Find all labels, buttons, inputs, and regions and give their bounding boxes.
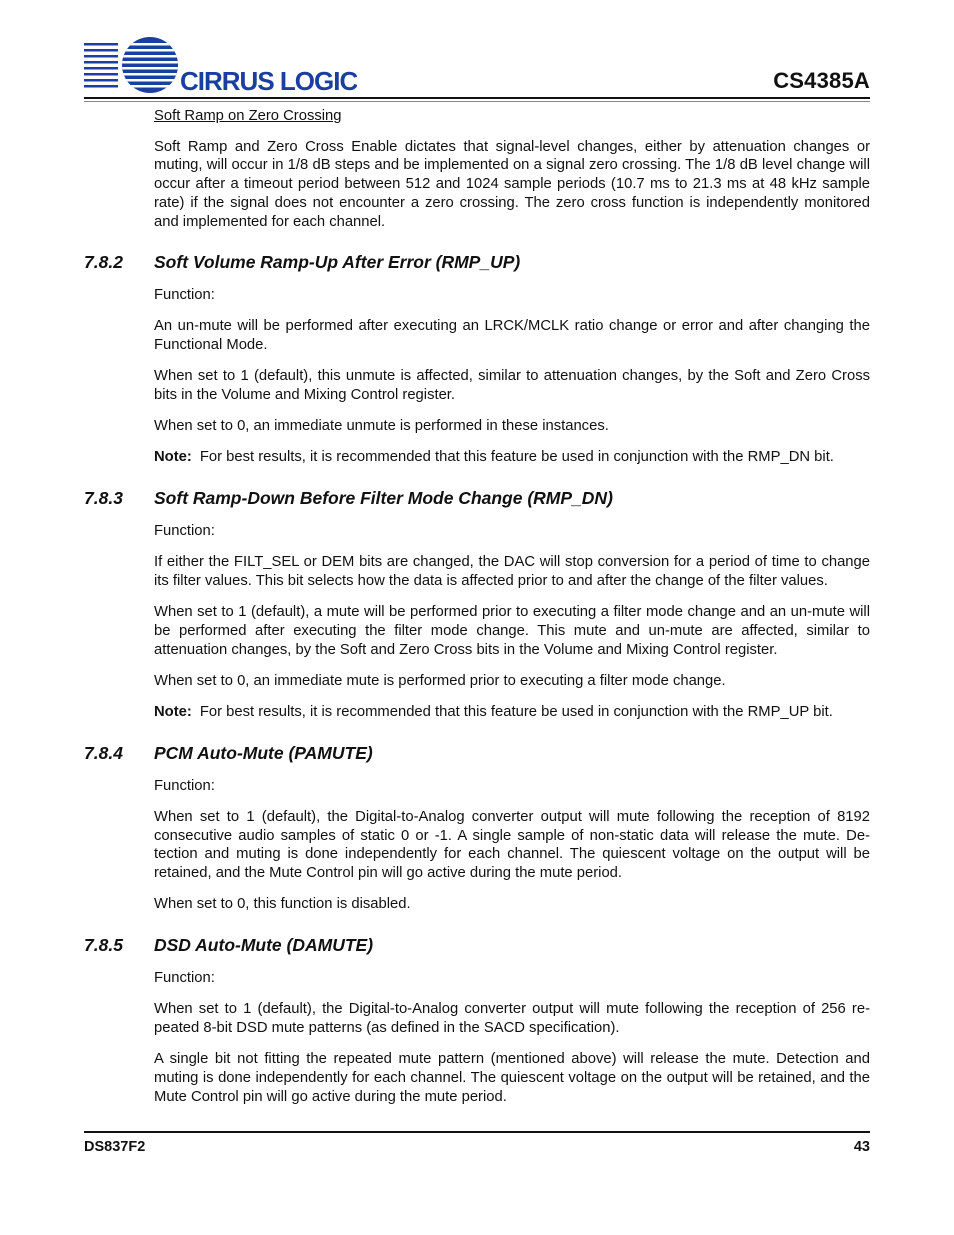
- paragraph: If either the FILT_SEL or DEM bits are changed, the DAC will stop conversion for a period of time to change its filter values. This bit selects how the data is affected prior to and after the change of the filter values.: [154, 554, 870, 590]
- section-number: 7.8.5: [84, 934, 123, 955]
- note-text: For best results, it is recommended that this feature be used in conjunction with the RMP_UP bit.: [199, 704, 833, 721]
- paragraph: When set to 0, an immediate mute is performed prior to executing a filter mode change.: [154, 672, 726, 689]
- footer-rule: [84, 1131, 870, 1133]
- header-rule: [84, 97, 870, 99]
- section-number: 7.8.2: [84, 252, 123, 273]
- logo-wordmark: CIRRUS LOGIC: [180, 66, 357, 96]
- paragraph: An un-mute will be performed after executing an LRCK/MCLK ratio change or error and after changing the Functional Mode.: [154, 318, 870, 354]
- function-label: Function:: [154, 523, 215, 540]
- document-id: CS4385A: [773, 68, 870, 93]
- intro-paragraph: Soft Ramp and Zero Cross Enable dictates that signal-level changes, either by attenuation changes or muting, will occur in 1/8 dB steps and be implemented on a signal zero crossing. The 1/8 dB level change will occur after a timeout period between 512 and 1024 sample periods (10.7 ms to 21.3 ms at 48 kHz sample rate) if the signal does not encounter a zero crossing. The zero cross function is independently monitored and implemented for each channel.: [154, 138, 870, 230]
- cirrus-logic-logo: [82, 34, 357, 96]
- subsection-heading: Soft Ramp on Zero Crossing: [154, 108, 342, 124]
- footer-doc-code: DS837F2: [84, 1139, 146, 1155]
- note: [154, 448, 870, 467]
- section-title: Soft Ramp-Down Before Filter Mode Change (RMP_DN): [154, 488, 613, 509]
- function-label: Function:: [154, 969, 215, 986]
- paragraph: When set to 0, this function is disabled.: [154, 896, 411, 913]
- section-title: PCM Auto-Mute (PAMUTE): [154, 742, 373, 763]
- paragraph: When set to 1 (default), a mute will be performed prior to executing a filter mode change and an un-mute will be performed after executing the filter mode change. This mute and un-mute are affected, similar to attenuation changes, by the Soft and Zero Cross bits in the Volume and Mixing Control register.: [154, 604, 870, 658]
- section-heading-7-8-5: [84, 935, 870, 956]
- section-heading-7-8-3: [84, 488, 870, 509]
- paragraph: When set to 0, an immediate unmute is performed in these instances.: [154, 418, 609, 435]
- paragraph: When set to 1 (default), the Digital-to-Analog converter output will mute following the reception of 256 re-peated 8-bit DSD mute patterns (as defined in the SACD specification).: [154, 1001, 870, 1036]
- header-rule-thin: [84, 101, 870, 102]
- function-label: Function:: [154, 287, 215, 304]
- paragraph: When set to 1 (default), this unmute is affected, similar to attenuation changes, by the Soft and Zero Cross bits in the Volume and Mixing Control register.: [154, 368, 870, 404]
- section-title: Soft Volume Ramp-Up After Error (RMP_UP): [154, 252, 521, 273]
- page-content: [84, 107, 870, 1119]
- section-number: 7.8.4: [84, 742, 123, 763]
- note-label: Note:: [154, 449, 192, 466]
- section-number: 7.8.3: [84, 488, 123, 509]
- paragraph: When set to 1 (default), the Digital-to-Analog converter output will mute following the reception of 8192 consecutive audio samples of static 0 or -1. A single sample of non-static data will release the mute. De-tection and muting is done independently for each channel. The quiescent voltage on the output will be retained, and the Mute Control pin will go active during the mute period.: [154, 808, 870, 882]
- note-label: Note:: [154, 704, 192, 721]
- paragraph: A single bit not fitting the repeated mute pattern (mentioned above) will release the mute. Detection and muting is done independently for each channel. The quiescent voltage on the output will be retained, and the Mute Control pin will go active during the mute period.: [154, 1051, 870, 1105]
- function-label: Function:: [154, 777, 215, 794]
- page-number: 43: [853, 1139, 870, 1155]
- section-title: DSD Auto-Mute (DAMUTE): [154, 934, 374, 955]
- section-heading-7-8-2: [84, 252, 870, 273]
- note-text: For best results, it is recommended that this feature be used in conjunction with the RMP_DN bit.: [199, 449, 834, 466]
- note: [154, 703, 870, 722]
- section-heading-7-8-4: [84, 743, 870, 764]
